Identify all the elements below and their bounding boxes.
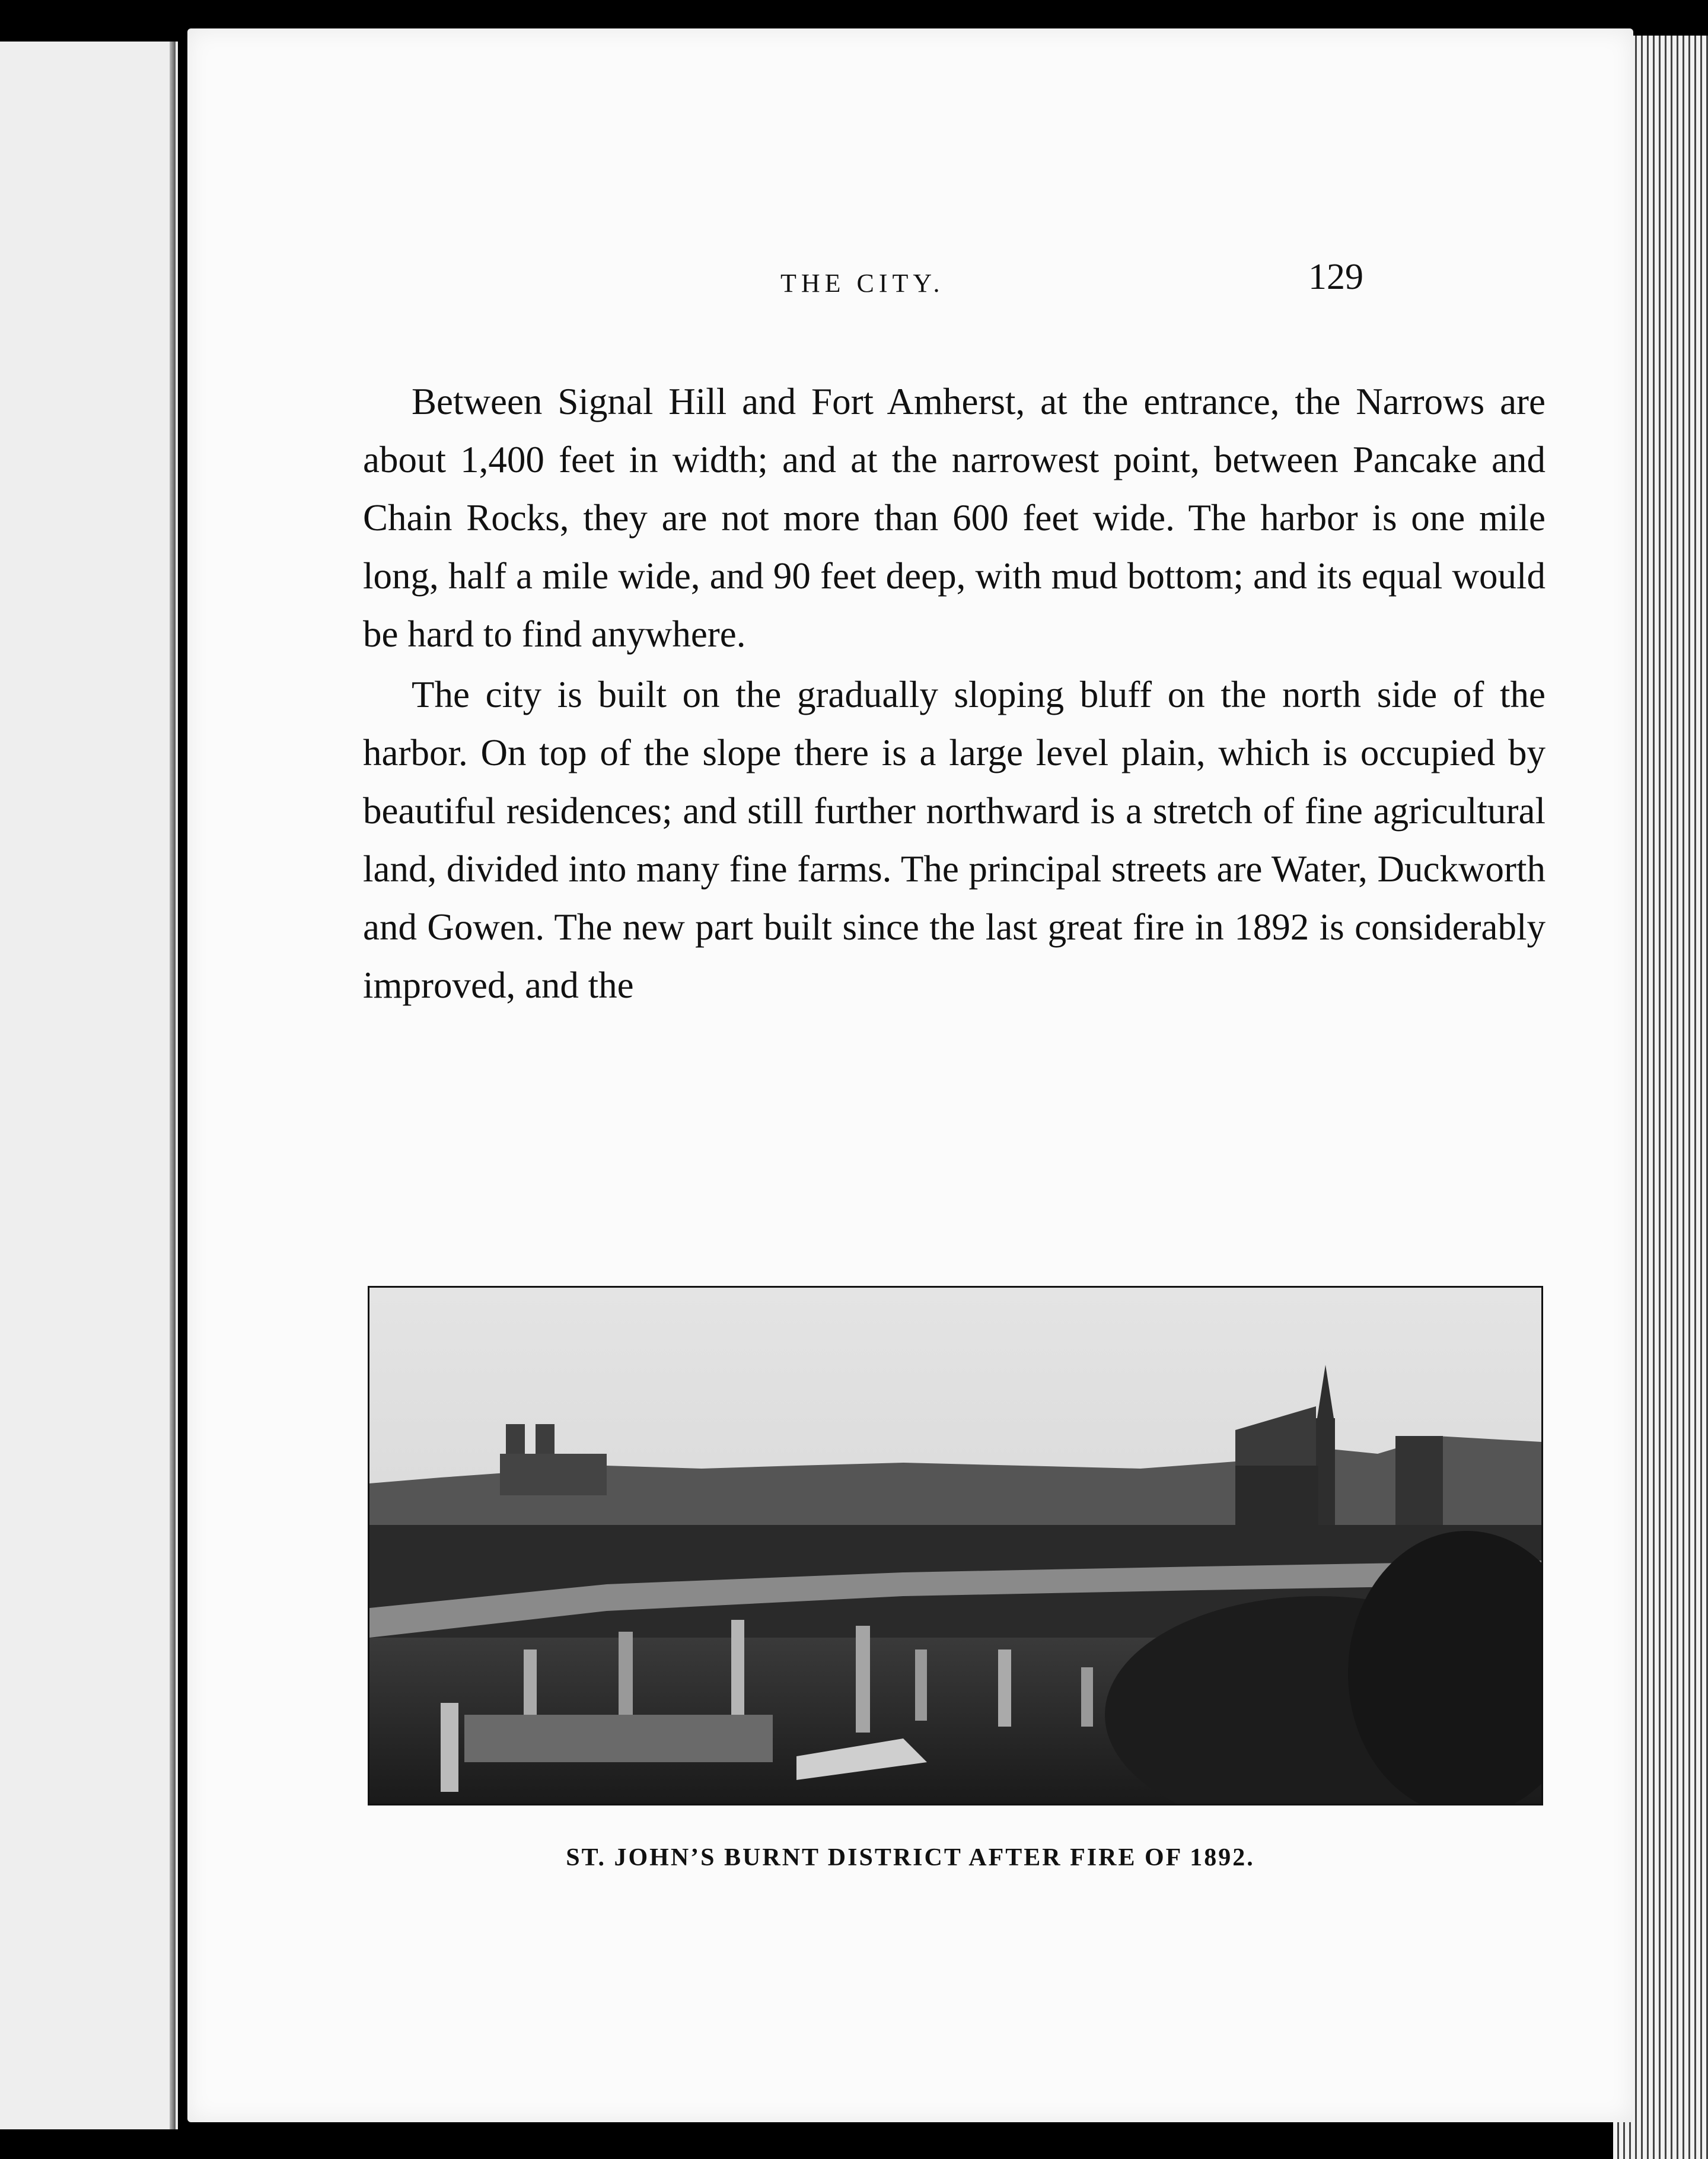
book-page — [187, 28, 1633, 2122]
running-title: THE CITY. — [780, 269, 945, 298]
left-facing-page — [0, 42, 178, 2129]
chimney-7 — [1081, 1667, 1093, 1727]
chimney-6 — [998, 1649, 1011, 1727]
chimney-2 — [619, 1632, 633, 1715]
church-tower — [1316, 1418, 1335, 1525]
book-gutter — [170, 42, 176, 2129]
building-right — [1395, 1436, 1443, 1531]
running-head — [187, 256, 1633, 304]
chimney-5 — [915, 1649, 927, 1721]
stone-wall — [464, 1715, 773, 1762]
chimney-1 — [524, 1649, 537, 1715]
page-number: 129 — [1308, 257, 1363, 297]
chimney-8 — [441, 1703, 458, 1792]
paragraph-1: Between Signal Hill and Fort Amherst, at the entrance, the Narrows are about 1,400 feet in width; and at the narrowest point, between Pancake and Chain Rocks, they are not more than 600 feet wide. The harbor is one mile long, half a mile wide, and 90 feet deep, with mud bottom; and its equal would be hard to find anywhere. — [363, 381, 1546, 655]
cathedral-body — [500, 1454, 607, 1495]
figure-caption: ST. JOHN’S BURNT DISTRICT AFTER FIRE OF 1892. — [566, 1844, 1255, 1871]
halftone-photograph — [368, 1286, 1543, 1805]
burnt-district-photo — [369, 1288, 1541, 1804]
body-text — [363, 372, 1546, 1014]
chimney-3 — [731, 1620, 744, 1715]
paragraph-2: The city is built on the gradually sloping bluff on the north side of the harbor. On top of the slope there is a large level plain, which is occupied by beautiful residences; and still further northward is a stretch of fine agricultural land, divided into many fine farms. The principal streets are Water, Duckworth and Gowen. The new part built since the last great fire in 1892 is considerably improved, and the — [363, 674, 1546, 1006]
chimney-4 — [856, 1626, 870, 1733]
